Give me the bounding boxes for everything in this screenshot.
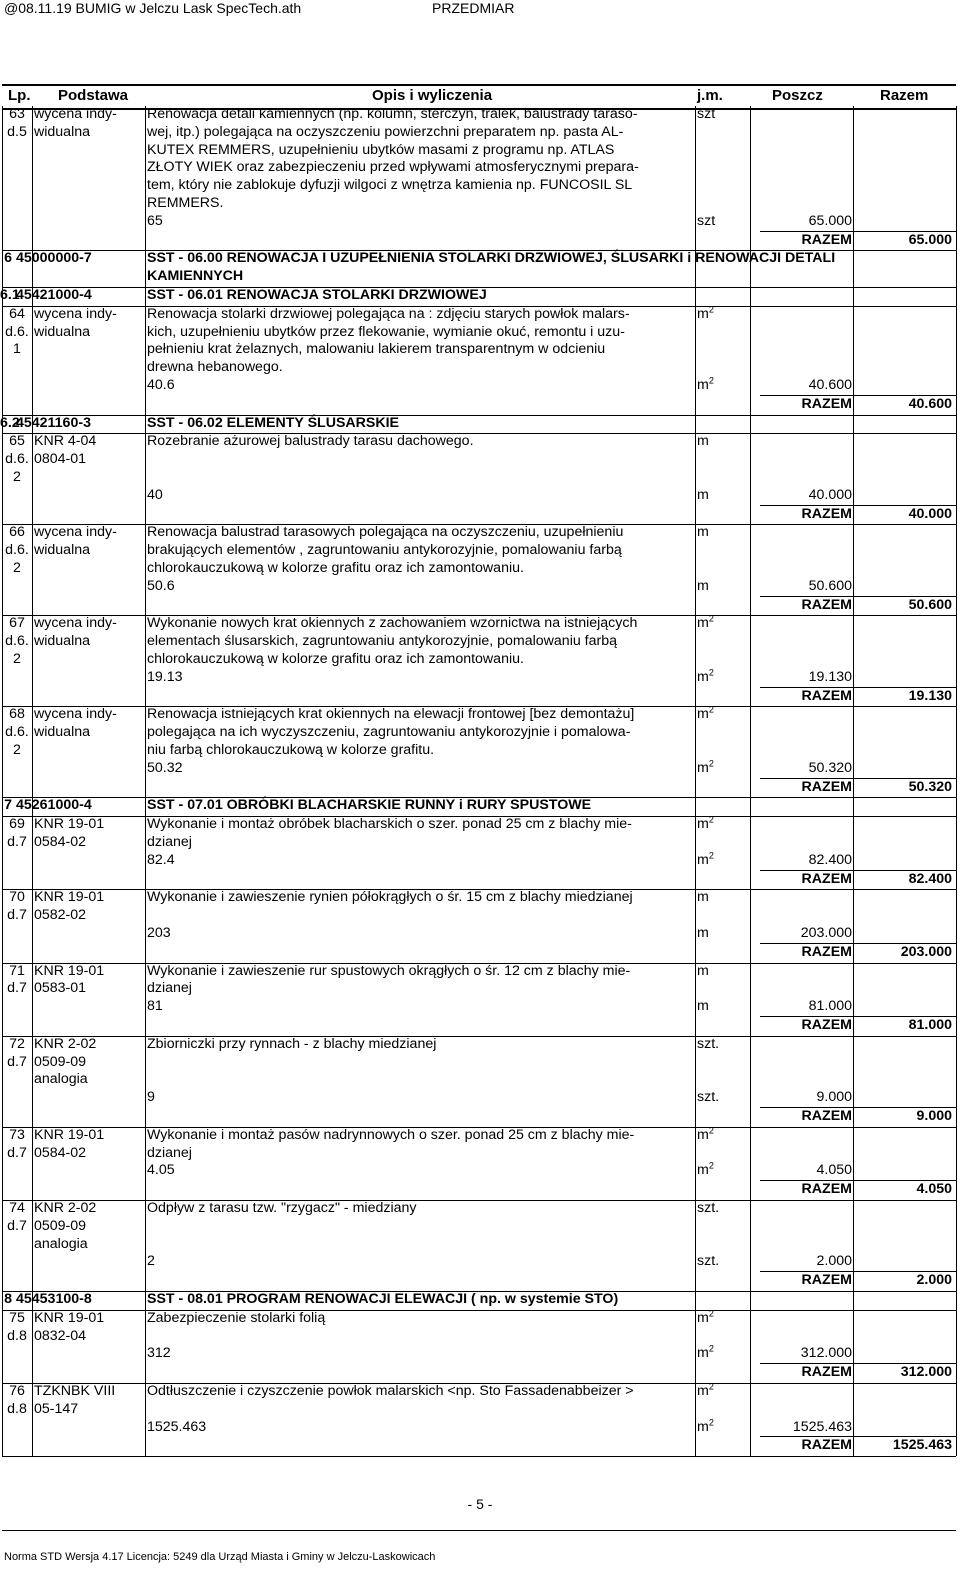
calculation-unit: szt.	[697, 1089, 720, 1106]
position-row	[0, 1127, 960, 1200]
footer-license: Norma STD Wersja 4.17 Licencja: 5249 dla Urząd Miasta i Gminy w Jelczu-Laskowicach	[4, 1551, 436, 1563]
position-number: 69 d.7	[7, 816, 27, 850]
razem-underline	[760, 943, 956, 944]
razem-label: RAZEM	[801, 943, 852, 960]
position-description: Rozebranie ażurowej balustrady tarasu dachowego.	[147, 433, 474, 450]
razem-underline	[760, 1271, 956, 1272]
position-number: 65 d.6. 2	[5, 433, 29, 485]
position-basis: KNR 19-01 0584-02	[34, 816, 105, 850]
position-description: Odtłuszczenie i czyszczenie powłok malarskich <np. Sto Fassadenabbeizer >	[147, 1383, 634, 1399]
position-number: 74 d.7	[7, 1200, 27, 1234]
position-row	[0, 524, 960, 615]
calculation-value: 312	[147, 1345, 171, 1362]
razem-underline	[760, 1016, 956, 1017]
position-number: 72 d.7	[7, 1035, 27, 1070]
calculation-value: 2	[147, 1253, 155, 1270]
col-lp: Lp.	[8, 87, 31, 104]
column-rule	[2, 106, 3, 1456]
quantity-value: 50.320	[808, 759, 852, 776]
position-row	[0, 1383, 960, 1456]
position-basis: wycena indy- widualna	[34, 524, 117, 559]
position-basis: wycena indy- widualna	[34, 106, 117, 140]
position-description: Renowacja balustrad tarasowych polegająca na oczyszczeniu, uzupełnieniu brakujących elementów , zagruntowaniu antykorozyjnie, pomalowaniu farbą chlorokauczukową w kolorze grafitu oraz ich zamontowaniu.	[147, 524, 624, 576]
section-number: 6.2	[0, 414, 20, 431]
calculation-value: 9	[147, 1089, 155, 1106]
razem-total: 203.000	[900, 943, 952, 960]
razem-total: 81.000	[908, 1016, 952, 1033]
section-cpv-code: 45000000-7	[16, 250, 92, 267]
position-unit: $m^2$	[697, 1125, 714, 1143]
razem-label: RAZEM	[801, 1364, 852, 1381]
column-rule	[853, 106, 854, 1456]
position-description: Zbiorniczki przy rynnach - z blachy miedzianej	[147, 1035, 437, 1052]
razem-label: RAZEM	[801, 1107, 852, 1124]
position-unit: $m^2$	[697, 1308, 714, 1326]
razem-total: 4.050	[916, 1181, 952, 1198]
quantity-value: 81.000	[808, 998, 852, 1015]
position-basis: KNR 4-04 0804-01	[34, 433, 97, 468]
position-unit: m	[697, 524, 709, 541]
calculation-unit: szt	[697, 212, 716, 229]
position-number: 67 d.6. 2	[5, 615, 29, 667]
position-row	[0, 433, 960, 524]
section-row	[0, 287, 960, 306]
column-rule	[695, 106, 696, 1456]
calculation-unit: $m^2$	[697, 1160, 714, 1179]
position-unit: m	[697, 889, 709, 906]
quantity-value: 4.050	[816, 1162, 852, 1179]
position-unit: $m^2$	[697, 1381, 714, 1399]
quantity-value: 50.600	[808, 577, 852, 594]
razem-underline	[760, 1180, 956, 1181]
position-description: Wykonanie i montaż obróbek blacharskich o szer. ponad 25 cm z blachy mie- dzianej	[147, 816, 632, 850]
calculation-unit: $m^2$	[697, 375, 714, 393]
razem-label: RAZEM	[801, 687, 852, 704]
quantity-value: 1525.463	[792, 1418, 852, 1435]
razem-underline	[760, 778, 956, 779]
footer-divider	[2, 1530, 956, 1531]
header-doc-type: PRZEDMIAR	[432, 0, 515, 16]
razem-label: RAZEM	[801, 870, 852, 887]
quantity-value: 9.000	[816, 1089, 852, 1106]
calculation-value: 203	[147, 924, 171, 941]
razem-label: RAZEM	[801, 778, 852, 795]
calculation-value: 40.6	[147, 376, 175, 393]
position-description: Wykonanie nowych krat okiennych z zachowaniem wzornictwa na istniejących elementach ślusarskich, zagruntowaniu antykorozyjnie, pomalowaniu farbą chlorokauczukową w kolorze grafitu oraz ich zamontowaniu.	[147, 615, 638, 667]
section-number: 8	[4, 1291, 12, 1307]
razem-underline	[760, 395, 956, 396]
calculation-value: 82.4	[147, 851, 175, 868]
row-divider	[2, 1456, 956, 1457]
position-unit: szt.	[697, 1200, 720, 1216]
position-row	[0, 889, 960, 962]
position-unit: szt	[697, 106, 716, 122]
section-title: SST - 08.01 PROGRAM RENOWACJI ELEWACJI ( np. w systemie STO)	[147, 1291, 619, 1307]
position-description: Renowacja detali kamiennych (np. kolumn, sterczyn, tralek, balustrady taraso- wej, itp.) polegająca na oczyszczeniu powierzchni preparatem np. pasta AL- KUTEX REMMERS, uzupełnieniu ubytków masami z programu np. ATLAS ZŁOTY WIEK oraz zabezpieczeniu przed wpływami atmosferycznymi prepara- tem, który nie zablokuje dyfuzji wilgoci z wnętrza kamienia np. FUNCOSIL SL REMMERS.	[147, 106, 639, 211]
razem-total: 9.000	[916, 1107, 952, 1124]
column-rule	[956, 106, 957, 1456]
calculation-unit: m	[697, 998, 709, 1015]
position-basis: KNR 19-01 0582-02	[34, 889, 105, 924]
position-basis: KNR 19-01 0584-02	[34, 1126, 105, 1161]
position-row	[0, 963, 960, 1036]
position-number: 66 d.6. 2	[5, 524, 29, 576]
position-number: 70 d.7	[7, 889, 27, 924]
calculation-unit: m	[697, 924, 709, 941]
calculation-unit: $m^2$	[697, 1416, 714, 1435]
position-description: Renowacja stolarki drzwiowej polegająca na : zdjęciu starych powłok malars- kich, uzupełnieniu ubytków przez flekowanie, wymianie okuć, remontu i uzu- pełnieniu krat żelaznych, malowaniu lakierem transparentnym w odcieniu drewna hebanowego.	[147, 305, 630, 376]
position-description: Odpływ z tarasu tzw. "rzygacz" - miedziany	[147, 1200, 417, 1216]
position-basis: KNR 19-01 0832-04	[34, 1309, 105, 1344]
col-qty: Poszcz	[772, 87, 823, 104]
razem-underline	[760, 870, 956, 871]
header-file-name: @08.11.19 BUMIG w Jelczu Lask SpecTech.ath	[4, 0, 302, 16]
razem-label: RAZEM	[801, 395, 852, 412]
calculation-unit: m	[697, 577, 709, 594]
position-description: Wykonanie i montaż pasów nadrynnowych o szer. ponad 25 cm z blachy mie- dzianej	[147, 1126, 635, 1161]
razem-label: RAZEM	[801, 1016, 852, 1033]
position-unit: $m^2$	[697, 613, 714, 632]
razem-total: 1525.463	[892, 1437, 952, 1454]
section-number: 6.1	[0, 287, 20, 303]
position-number: 76 d.8	[7, 1383, 27, 1417]
calculation-value: 81	[147, 998, 163, 1015]
quantity-value: 2.000	[816, 1253, 852, 1270]
section-row	[0, 797, 960, 816]
quantity-value: 82.400	[808, 851, 852, 868]
column-rule	[32, 106, 33, 1456]
razem-label: RAZEM	[801, 1181, 852, 1198]
position-number: 75 d.8	[7, 1309, 27, 1344]
razem-underline	[760, 596, 956, 597]
position-number: 73 d.7	[7, 1126, 27, 1161]
section-cpv-code: 45421160-3	[16, 414, 91, 431]
razem-total: 50.600	[908, 596, 952, 613]
col-base: Podstawa	[58, 87, 129, 104]
position-unit: szt.	[697, 1035, 720, 1052]
calculation-value: 4.05	[147, 1162, 175, 1179]
razem-total: 40.600	[908, 395, 952, 412]
position-unit: $m^2$	[697, 704, 714, 723]
razem-label: RAZEM	[801, 505, 852, 522]
quantity-value: 312.000	[800, 1345, 852, 1362]
calculation-value: 50.6	[147, 577, 175, 594]
razem-total: 40.000	[908, 505, 952, 522]
position-row	[0, 106, 960, 250]
position-number: 64 d.6. 1	[5, 305, 29, 358]
razem-underline	[760, 1436, 956, 1437]
calculation-unit: $m^2$	[697, 850, 714, 868]
column-rule	[145, 106, 146, 1456]
position-description: Renowacja istniejących krat okiennych na elewacji frontowej [bez demontażu] polegająca na ich wyczyszczeniu, zagruntowaniu antykorozyjnie i pomalowa- niu farbą chlorokauczukową w kolorze grafitu.	[147, 706, 635, 758]
razem-underline	[760, 687, 956, 688]
section-title: SST - 06.02 ELEMENTY ŚLUSARSKIE	[147, 414, 400, 431]
calculation-value: 50.32	[147, 759, 183, 776]
quantity-value: 19.130	[808, 668, 852, 685]
section-cpv-code: 45453100-8	[16, 1291, 92, 1307]
razem-label: RAZEM	[801, 1437, 852, 1454]
section-cpv-code: 45421000-4	[16, 287, 92, 303]
calculation-unit: $m^2$	[697, 1343, 714, 1362]
position-row	[0, 706, 960, 797]
calculation-value: 19.13	[147, 668, 183, 685]
razem-total: 82.400	[908, 870, 952, 887]
position-basis: wycena indy- widualna	[34, 305, 117, 340]
position-basis: wycena indy- widualna	[34, 615, 117, 650]
col-desc: Opis i wyliczenia	[372, 87, 493, 104]
position-row	[0, 615, 960, 706]
section-title: SST - 07.01 OBRÓBKI BLACHARSKIE RUNNY i RURY SPUSTOWE	[147, 797, 592, 814]
calculation-value: 65	[147, 212, 163, 229]
calculation-unit: m	[697, 486, 709, 503]
razem-total: 2.000	[916, 1272, 952, 1289]
quantity-value: 40.000	[808, 486, 852, 503]
razem-label: RAZEM	[801, 1272, 852, 1289]
position-number: 71 d.7	[7, 962, 27, 997]
section-title: SST - 06.01 RENOWACJA STOLARKI DRZWIOWEJ	[147, 287, 487, 303]
razem-underline	[760, 231, 956, 232]
calculation-unit: $m^2$	[697, 667, 714, 685]
calculation-value: 40	[147, 486, 163, 503]
position-basis: wycena indy- widualna	[34, 706, 117, 741]
position-basis: TZKNBK VIII 05-147	[34, 1383, 116, 1417]
section-number: 6	[4, 250, 12, 267]
position-unit: m	[697, 433, 709, 450]
position-basis: KNR 2-02 0509-09 analogia	[34, 1200, 97, 1252]
position-description: Wykonanie i zawieszenie rur spustowych okrągłych o śr. 12 cm z blachy mie- dzianej	[147, 962, 631, 997]
section-cpv-code: 45261000-4	[16, 797, 92, 814]
position-number: 68 d.6. 2	[5, 706, 29, 758]
razem-underline	[760, 505, 956, 506]
column-rule	[750, 106, 751, 1456]
section-row	[0, 1291, 960, 1310]
calculation-unit: szt.	[697, 1253, 720, 1270]
section-number: 7	[4, 797, 12, 814]
razem-total: 65.000	[908, 231, 952, 248]
position-description: Zabezpieczenie stolarki folią	[147, 1309, 326, 1326]
page-number: - 5 -	[467, 1496, 493, 1512]
quantity-value: 203.000	[800, 924, 852, 941]
position-row	[0, 1310, 960, 1383]
razem-total: 50.320	[908, 778, 952, 795]
position-number: 63 d.5	[7, 106, 27, 140]
razem-label: RAZEM	[801, 231, 852, 248]
page-header	[0, 0, 960, 18]
section-row	[0, 250, 960, 287]
razem-total: 312.000	[900, 1364, 952, 1381]
calculation-unit: $m^2$	[697, 758, 714, 776]
position-description: Wykonanie i zawieszenie rynien półokrągłych o śr. 15 cm z blachy miedzianej	[147, 889, 633, 906]
section-title: SST - 06.00 RENOWACJA I UZUPEŁNIENIA STOLARKI DRZWIOWEJ, ŚLUSARKI i RENOWACJI DETALI KAMIENNYCH	[147, 250, 836, 285]
razem-underline	[760, 1363, 956, 1364]
calculation-value: 1525.463	[147, 1418, 207, 1435]
quantity-value: 40.600	[808, 376, 852, 393]
col-unit: j.m.	[697, 87, 723, 104]
col-total: Razem	[880, 87, 929, 104]
section-row	[0, 415, 960, 434]
position-basis: KNR 2-02 0509-09 analogia	[34, 1035, 97, 1088]
position-row	[0, 1036, 960, 1127]
position-unit: $m^2$	[697, 814, 714, 833]
razem-total: 19.130	[908, 687, 952, 704]
position-row	[0, 816, 960, 889]
razem-underline	[760, 1107, 956, 1108]
position-basis: KNR 19-01 0583-01	[34, 962, 105, 997]
position-unit: m	[697, 962, 709, 979]
position-row	[0, 1200, 960, 1291]
razem-label: RAZEM	[801, 596, 852, 613]
position-unit: $m^2$	[697, 304, 714, 322]
position-row	[0, 306, 960, 415]
quantity-value: 65.000	[808, 212, 852, 229]
